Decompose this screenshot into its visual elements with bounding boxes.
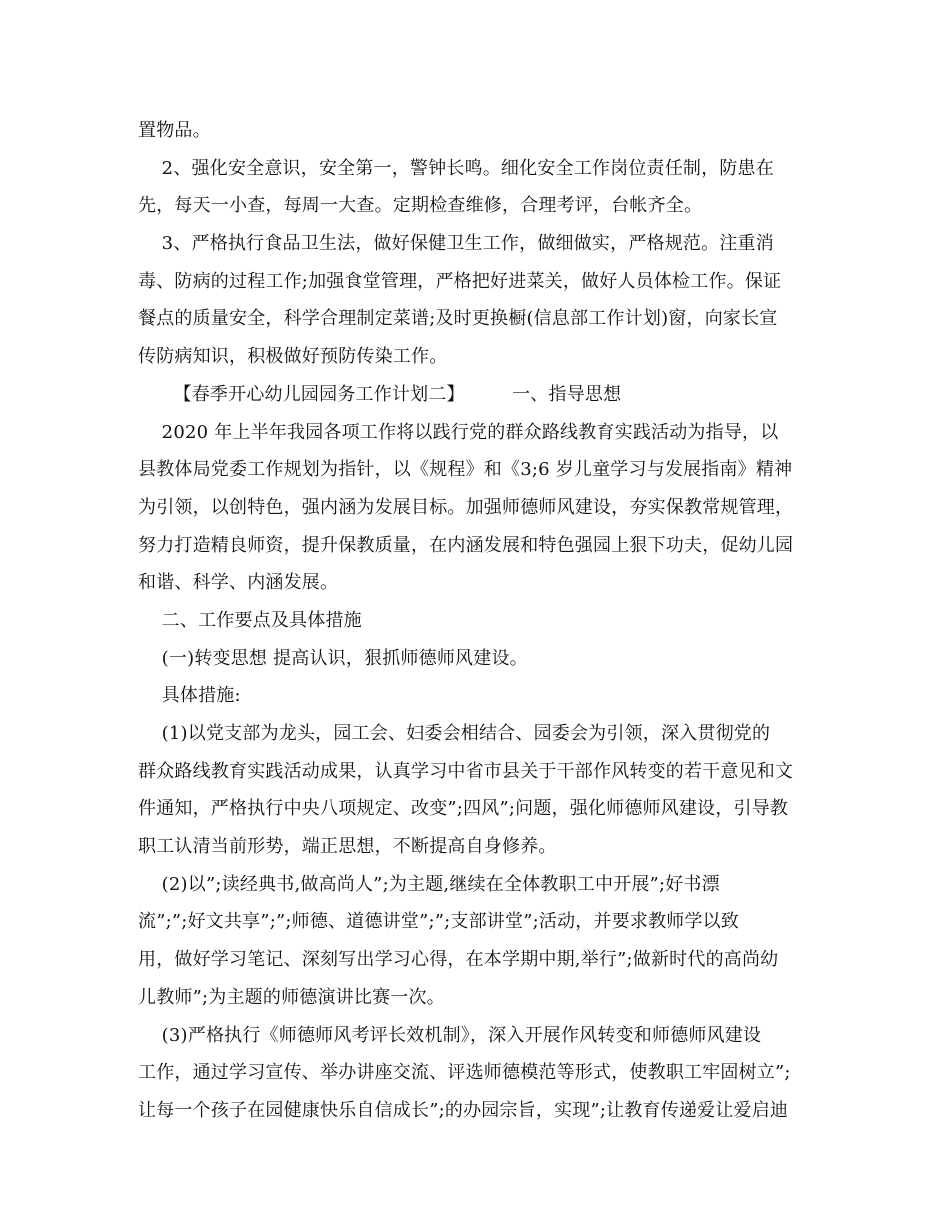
subheading: 二、工作要点及具体措施 <box>138 609 362 631</box>
text-line: (2)以”;读经典书,做高尚人”;为主题,继续在全体教职工中开展”;好书漂 <box>138 873 720 895</box>
text-line: 儿教师”;为主题的师德演讲比赛一次。 <box>138 986 445 1008</box>
text-line: 为引领，以创特色，强内涵为发展目标。加强师德师风建设，夯实保教常规管理， <box>138 496 794 518</box>
text-line: 县教体局党委工作规划为指针，以《规程》和《3;6 岁儿童学习与发展指南》精神 <box>138 459 793 481</box>
text-line: 职工认清当前形势，端正思想，不断提高自身修养。 <box>138 836 557 858</box>
subheading: (一)转变思想 提高认识，狠抓师德师风建设。 <box>138 647 528 669</box>
text-line: 和谐、科学、内涵发展。 <box>138 572 339 594</box>
text-line: 3、严格执行食品卫生法，做好保健卫生工作，做细做实，严格规范。注重消 <box>138 233 774 255</box>
text-line: 先，每天一小查，每周一大查。定期检查维修，合理考评，台帐齐全。 <box>138 195 703 217</box>
text-line: 2020 年上半年我园各项工作将以践行党的群众路线教育实践活动为指导，以 <box>138 421 779 443</box>
text-line: 具体措施: <box>138 685 241 707</box>
document-body <box>138 112 818 1130</box>
text-line: 传防病知识，积极做好预防传染工作。 <box>138 346 448 368</box>
text-line: 件通知，严格执行中央八项规定、改变”;四风”;问题，强化师德师风建设，引导教 <box>138 798 789 820</box>
text-line: (1)以党支部为龙头，园工会、妇委会相结合、园委会为引领，深入贯彻党的 <box>138 723 771 744</box>
text-line: 用，做好学习笔记、深刻写出学习心得，在本学期中期,举行”;做新时代的高尚幼 <box>138 949 779 971</box>
text-line: 努力打造精良师资，提升保教质量，在内涵发展和特色强园上狠下功夫，促幼儿园 <box>138 534 794 556</box>
text-line: 工作，通过学习宣传、举办讲座交流、评选师德模范等形式，使教职工牢固树立”; <box>138 1062 791 1084</box>
text-line: 餐点的质量安全，科学合理制定菜谱;及时更换橱(信息部工作计划)窗，向家长宣 <box>138 308 778 330</box>
text-line: (3)严格执行《师德师风考评长效机制》，深入开展作风转变和师德师风建设 <box>138 1024 762 1046</box>
section-heading: 【春季开心幼儿园园务工作计划二】 一、指导思想 <box>138 383 622 405</box>
text-line: 毒、防病的过程工作;加强食堂管理，严格把好进菜关，做好人员体检工作。保证 <box>138 270 782 292</box>
text-line: 让每一个孩子在园健康快乐自信成长”;的办园宗旨，实现”;让教育传递爱让爱启迪 <box>138 1099 789 1121</box>
text-line: 2、强化安全意识，安全第一，警钟长鸣。细化安全工作岗位责任制，防患在 <box>138 157 774 179</box>
text-line: 流”;”;好文共享”;”;师德、道德讲堂”;”;支部讲堂”;活动，并要求教师学以致 <box>138 911 740 933</box>
text-line: 置物品。 <box>138 120 211 141</box>
text-line: 群众路线教育实践活动成果，认真学习中省市县关于干部作风转变的若干意见和文 <box>138 760 794 782</box>
